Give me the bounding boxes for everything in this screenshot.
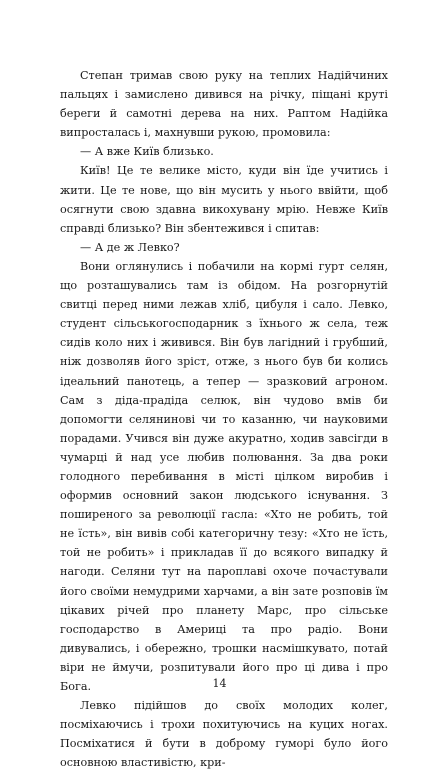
paragraph-1: Степан тримав свою руку на теплих Надійчиних пальцях і замислено дивився на річку, піщані круті береги й самотні дерева на них. Раптом Надійка випросталась і, махнувши рукою, промовила:: [60, 69, 388, 140]
paragraph-6: Левко підійшов до своїх молодих колег, посміхаючись і трохи похитуючись на куцих ногах. Посміхатися й бути в доброму гуморі було його основною властивістю, кри-: [60, 699, 388, 770]
paragraph-4-dialogue: — А де ж Левко?: [80, 240, 180, 254]
page-number: 14: [212, 677, 227, 690]
body-text: [60, 66, 388, 772]
paragraph-5: Вони оглянулись і побачили на кормі гурт селян, що розташувались там із обідом. На розгорнутій свитці перед ними лежав хліб, цибуля і сало. Левко, студент сільськогосподарник з їхнього ж села, теж сидів коло них і живився. Він був лагідний і грубший, ніж дозволяв його зріст, отже, з нього був би колись ідеальний панотець, а тепер — зразковий агроном. Сам з діда-прадіда селюк, він чудово вмів би допомогти селянинові чи то казанню, чи науковими порадами. Учився він дуже акуратно, ходив завсігди в чумарці й над усе любив полювання. За два роки голодного перебивання в місті цілком виробив і оформив основний закон людського існування. З поширеного за революції гасла: «Хто не робить, той не їсть», він вивів собі категоричну тезу: «Хто не їсть, той не робить» і прикладав її до всякого випадку й нагоди. Селяни тут на пароплаві охоче почастували його своїми немудрими харчами, а він зате розповів їм цікавих річей про планету Марс, про сільське господарство в Америці та про радіо. Вони дивувались, і обережно, трошки насмішкувато, потай віри не ймучи, розпитували його про ці дива і про Бога.: [60, 259, 388, 693]
paragraph-2-dialogue: — А вже Київ близько.: [80, 145, 214, 159]
paragraph-3: Київ! Це те велике місто, куди він їде учитись і жити. Це те нове, що він мусить у нього ввійти, щоб осягнути свою здавна викохувану мрію. Невже Київ справді близько? Він збентежився і спитав:: [60, 164, 388, 235]
